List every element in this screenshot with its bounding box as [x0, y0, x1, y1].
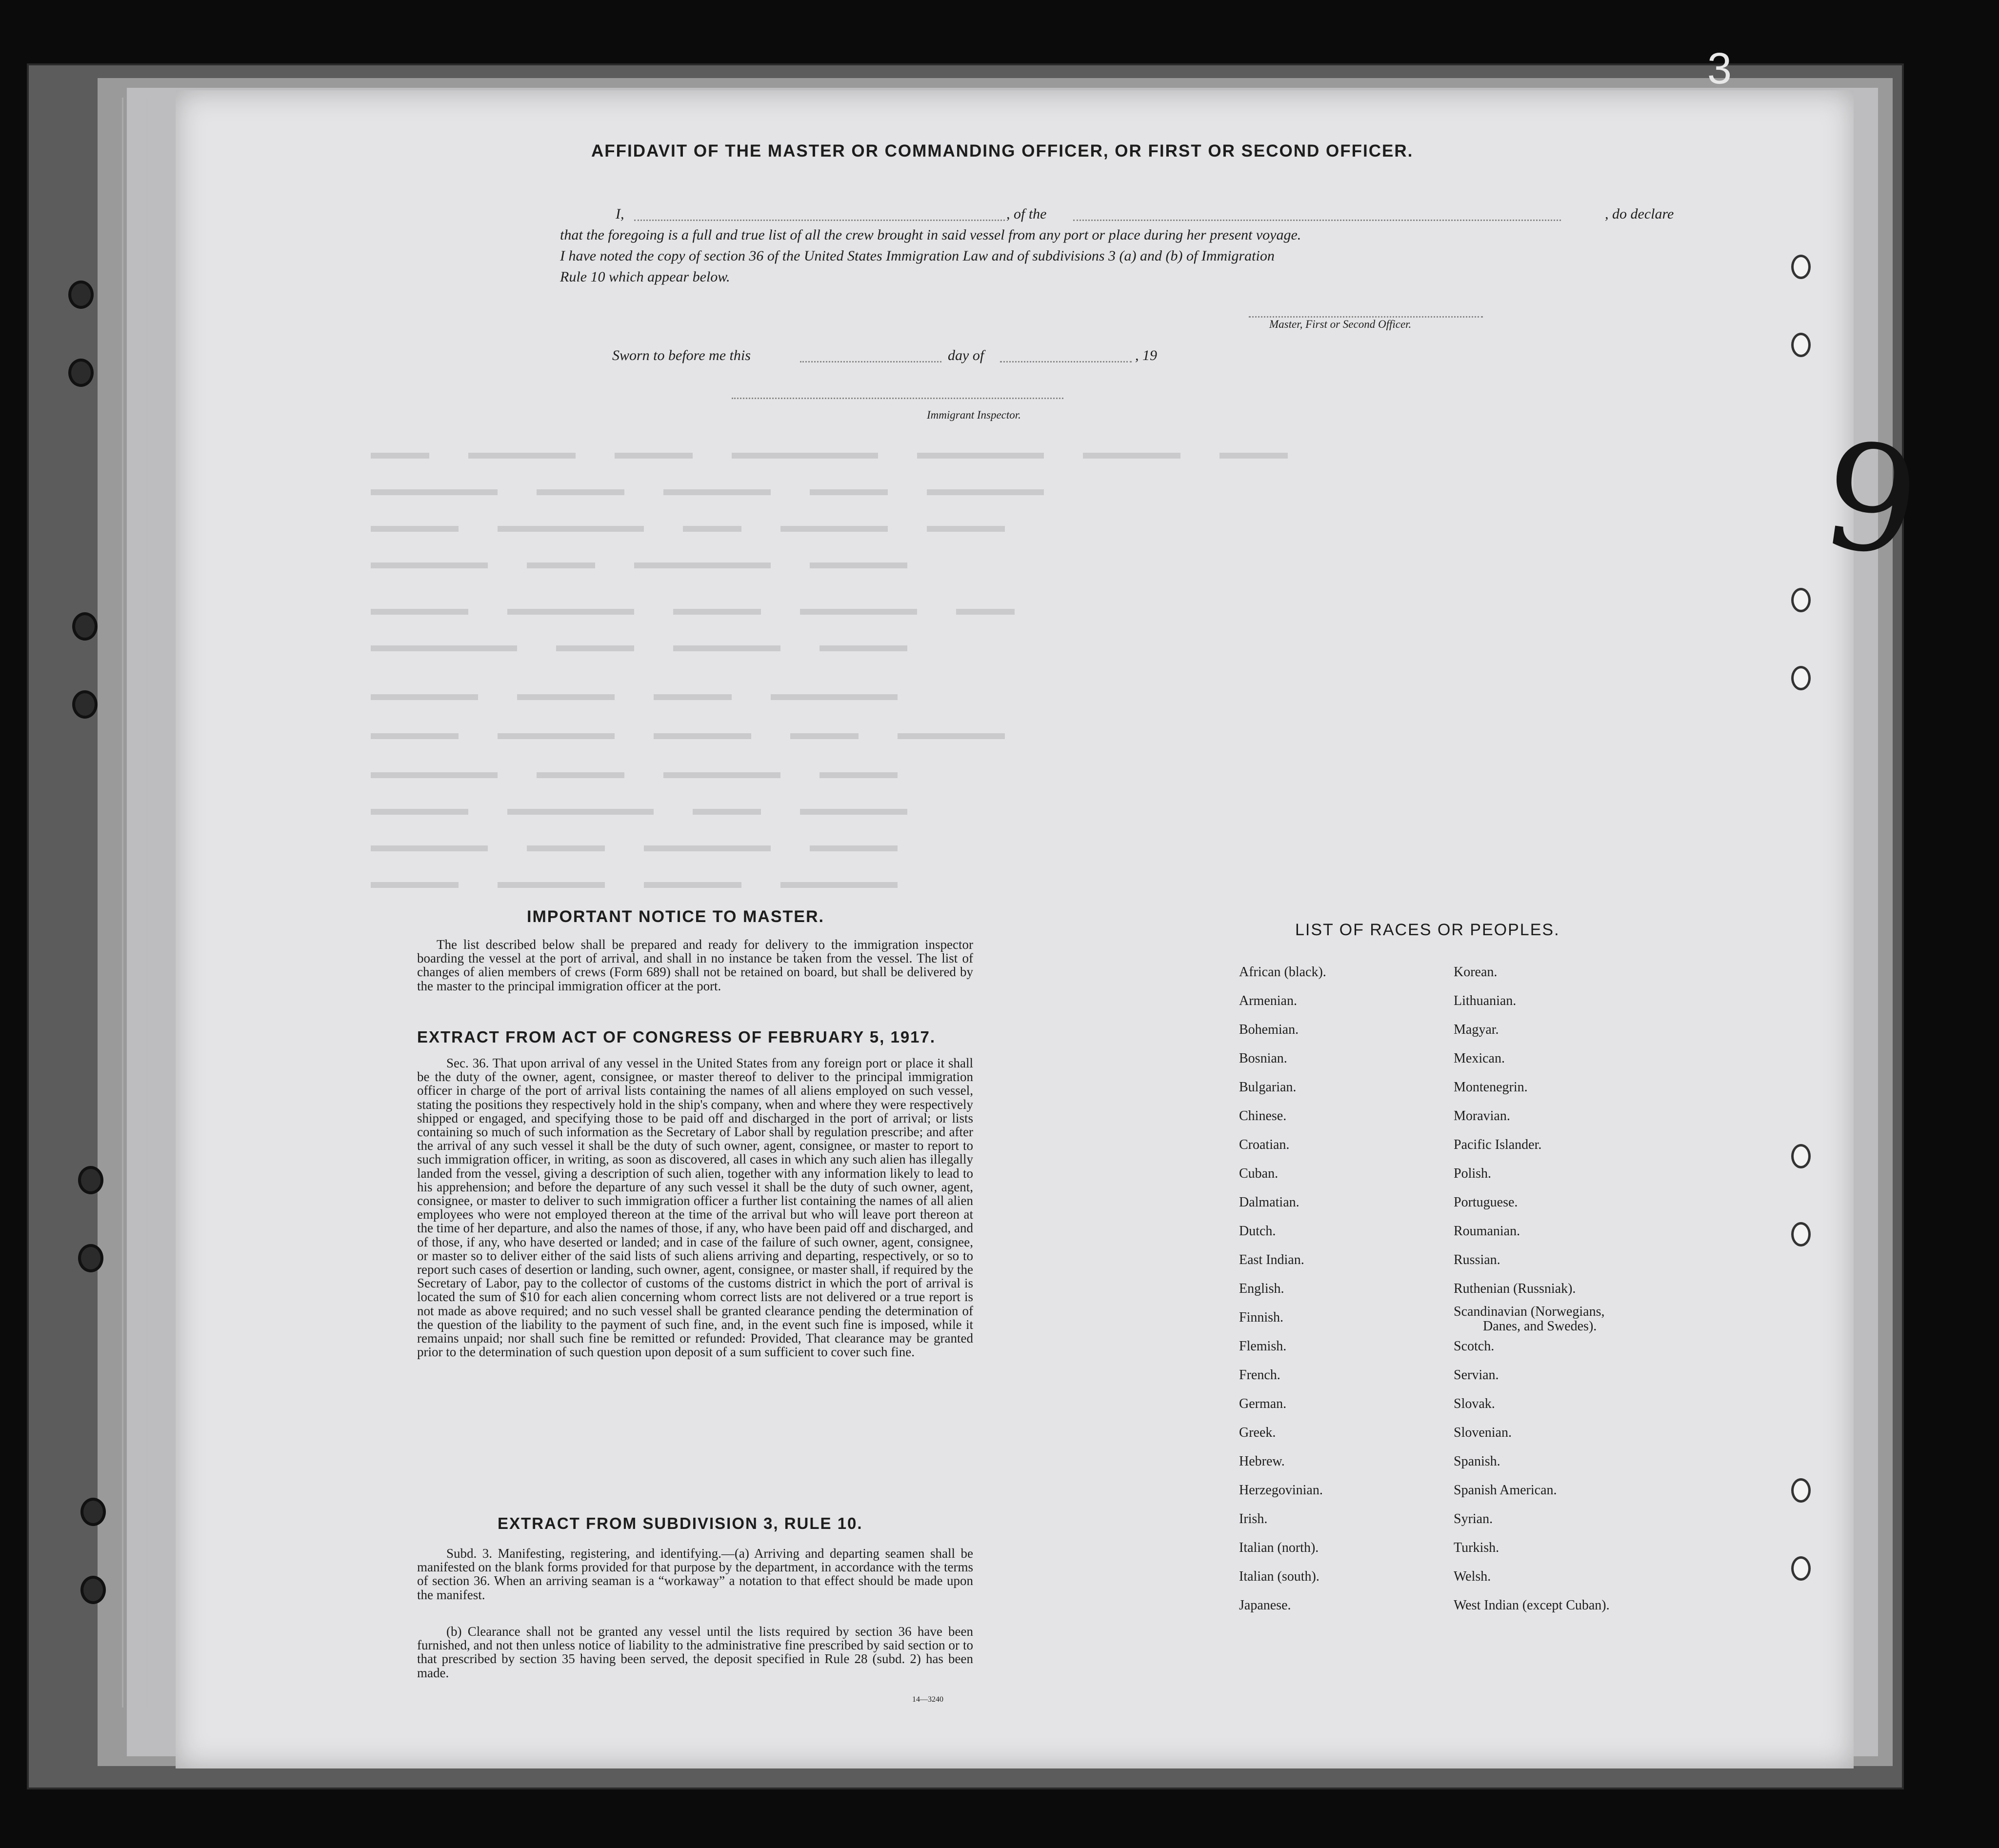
race-item: French. [1239, 1367, 1280, 1383]
race-item: Hebrew. [1239, 1454, 1285, 1469]
punch-hole-icon [1791, 666, 1811, 690]
race-item: Slovak. [1454, 1396, 1495, 1411]
bleed-through-row [371, 451, 1785, 460]
affidavit-title: AFFIDAVIT OF THE MASTER OR COMMANDING OFFICER, OR FIRST OR SECOND OFFICER. [591, 141, 1414, 161]
punch-hole-icon [1791, 588, 1811, 612]
race-item: Japanese. [1239, 1598, 1291, 1613]
race-item: Herzegovinian. [1239, 1483, 1323, 1498]
race-item: Magyar. [1454, 1022, 1499, 1037]
race-item: Flemish. [1239, 1339, 1287, 1354]
binding-hole-icon [68, 281, 94, 309]
punch-hole-icon [1791, 1144, 1811, 1168]
bleed-through-row [371, 644, 1785, 653]
race-item: Chinese. [1239, 1108, 1287, 1124]
bleed-through-row [371, 524, 1785, 533]
race-item: Servian. [1454, 1367, 1499, 1383]
race-item: Korean. [1454, 964, 1498, 980]
race-item: Pacific Islander. [1454, 1137, 1542, 1152]
ruled-line [146, 98, 148, 1707]
race-item: Scandinavian (Norwegians, [1454, 1304, 1605, 1319]
race-item: Portuguese. [1454, 1195, 1518, 1210]
race-item: English. [1239, 1281, 1284, 1296]
race-item: Croatian. [1239, 1137, 1290, 1152]
sworn-month-blank [1000, 361, 1132, 362]
front-page [176, 90, 1854, 1768]
race-item: Slovenian. [1454, 1425, 1512, 1440]
race-item: Spanish. [1454, 1454, 1500, 1469]
race-item: Cuban. [1239, 1166, 1279, 1181]
bleed-through-row [371, 693, 1785, 702]
binding-hole-icon [72, 690, 98, 719]
binding-hole-icon [78, 1244, 103, 1272]
punch-hole-icon [1791, 1556, 1811, 1581]
race-item: Welsh. [1454, 1569, 1491, 1584]
affidavit-line-1: that the foregoing is a full and true list of all the crew brought in said vessel from any port or place during her present voyage. [560, 227, 1301, 243]
punch-hole-icon [1791, 1478, 1811, 1503]
binding-hole-icon [80, 1498, 106, 1526]
race-item: Armenian. [1239, 993, 1297, 1008]
race-item: Bosnian. [1239, 1051, 1287, 1066]
bleed-through-row [371, 561, 1785, 570]
ruled-line [122, 98, 123, 1707]
binding-hole-icon [72, 612, 98, 641]
race-item: West Indian (except Cuban). [1454, 1598, 1610, 1613]
race-item: Scotch. [1454, 1339, 1495, 1354]
race-item: Polish. [1454, 1166, 1492, 1181]
race-item: Bulgarian. [1239, 1080, 1297, 1095]
binding-hole-icon [80, 1576, 106, 1604]
rule-extract-title: EXTRACT FROM SUBDIVISION 3, RULE 10. [498, 1514, 863, 1532]
race-item: Bohemian. [1239, 1022, 1299, 1037]
bleed-through-row [371, 771, 1785, 780]
rule-extract-para-b: (b) Clearance shall not be granted any vessel until the lists required by section 36 have been furnished, and not then unless notice of liability to the administrative fine prescribed by said section or to that prescribed by section 35 having been served, the deposit specified in Rule 28 (subd. 2) has been made. [417, 1624, 973, 1680]
sworn-day-of-label: day of [948, 347, 984, 363]
race-item: Spanish American. [1454, 1483, 1557, 1498]
notice-body: The list described below shall be prepared and ready for delivery to the immigration inspector boarding the vessel at the port of arrival, and shall in no instance be taken from the vessel. The list of changes of alien members of crews (Form 689) shall not be retained on board, but shall be delivered by the master to the principal immigration officer at the port. [417, 937, 973, 993]
race-item: Finnish. [1239, 1310, 1284, 1325]
master-signature-blank [1249, 316, 1483, 318]
race-item: Roumanian. [1454, 1224, 1520, 1239]
bleed-through-row [371, 844, 1785, 853]
rule-extract-para-a: Subd. 3. Manifesting, registering, and identifying.—(a) Arriving and departing seamen shall be manifested on the blank forms provided for that purpose by the department, in accordance with the terms of section 36. When an arriving seaman is a “workaway” a notation to that effect should be made upon the manifest. [417, 1546, 973, 1602]
punch-hole-icon [1791, 1222, 1811, 1246]
race-item: Ruthenian (Russniak). [1454, 1281, 1576, 1296]
races-title: LIST OF RACES OR PEOPLES. [1295, 921, 1560, 939]
race-item: East Indian. [1239, 1252, 1304, 1267]
race-item: Mexican. [1454, 1051, 1505, 1066]
inspector-label: Immigrant Inspector. [927, 409, 1021, 421]
bleed-through-row [371, 732, 1785, 741]
punch-hole-icon [1791, 255, 1811, 279]
bleed-through-row [371, 881, 1785, 889]
race-item: Irish. [1239, 1511, 1268, 1527]
binding-hole-icon [68, 359, 94, 387]
sworn-day-blank [800, 361, 941, 362]
master-signature-label: Master, First or Second Officer. [1269, 318, 1412, 330]
sworn-year-label: , 19 [1135, 347, 1157, 363]
vessel-blank [1073, 220, 1561, 221]
name-blank [634, 220, 1005, 221]
affidavit-line-3: Rule 10 which appear below. [560, 269, 730, 285]
bleed-through-row [371, 607, 1785, 616]
race-item: African (black). [1239, 964, 1326, 980]
binding-hole-icon [78, 1166, 103, 1194]
race-item: Moravian. [1454, 1108, 1510, 1124]
race-item: Lithuanian. [1454, 993, 1517, 1008]
race-item: Italian (north). [1239, 1540, 1319, 1555]
race-item: Dalmatian. [1239, 1195, 1299, 1210]
page-corner-number: 3 [1707, 44, 1732, 93]
affidavit-line-2: I have noted the copy of section 36 of the United States Immigration Law and of subdivisions 3 (a) and (b) of Immigration [560, 248, 1275, 264]
punch-hole-icon [1791, 333, 1811, 357]
act-extract-body: Sec. 36. That upon arrival of any vessel in the United States from any foreign port or place it shall be the duty of the owner, agent, consignee, or master thereof to deliver to the principal immigration officer in charge of the port of arrival lists containing the names of all aliens employed on such vessel, stating the positions they respectively hold in the ship's company, when and where they were respectively shipped or engaged, and specifying those to be paid off and discharged in the port of arrival; or lists containing so much of such information as the Secretary of Labor shall by regulation prescribe; and after the arrival of any such vessel it shall be the duty of such owner, agent, consignee, or master to report to such immigration officer, in writing, as soon as discovered, all cases in which any such alien has illegally landed from the vessel, giving a description of such alien, together with any information likely to lead to his apprehension; and before the departure of any such vessel it shall be the duty of such owner, agent, consignee, or master to deliver to such immigration officer a further list containing the names of all alien employees who were not employed thereon at the time of the arrival but who will leave port thereon at the time of her departure, and also the names of those, if any, who have been paid off and discharged, and of those, if any, who have deserted or landed; and in case of the failure of such owner, agent, consignee, or master so to deliver either of the said lists of such aliens arriving and departing, respectively, or so to report such cases of desertion or landing, such owner, agent, consignee, or master shall, if required by the Secretary of Labor, pay to the collector of customs of the customs district in which the port of arrival is located the sum of $10 for each alien concerning whom correct lists are not delivered or a true report is not made as above required; and no such vessel shall be granted clearance pending the determination of the question of the liability to the payment of such fine, and, in the event such fine is imposed, while it remains unpaid; nor shall such fine be remitted or refunded: Provided, That clearance may be granted prior to the determination of such question upon deposit of a sum sufficient to cover such fine. [417, 1056, 973, 1360]
act-extract-title: EXTRACT FROM ACT OF CONGRESS OF FEBRUARY 5, 1917. [417, 1028, 936, 1046]
inspector-signature-blank [732, 398, 1063, 399]
bleed-through-row [371, 488, 1785, 497]
race-item: Montenegrin. [1454, 1080, 1528, 1095]
affidavit-of-the-label: , of the [1006, 206, 1047, 222]
race-item: Greek. [1239, 1425, 1276, 1440]
bleed-through-row [371, 807, 1785, 816]
race-item: Dutch. [1239, 1224, 1276, 1239]
race-item-continuation: Danes, and Swedes). [1483, 1319, 1597, 1334]
race-item: Syrian. [1454, 1511, 1493, 1527]
race-item: German. [1239, 1396, 1287, 1411]
form-number: 14—3240 [912, 1695, 943, 1704]
notice-title: IMPORTANT NOTICE TO MASTER. [527, 907, 824, 926]
race-item: Turkish. [1454, 1540, 1499, 1555]
affidavit-i-label: I, [616, 206, 624, 222]
race-item: Russian. [1454, 1252, 1500, 1267]
race-item: Italian (south). [1239, 1569, 1319, 1584]
affidavit-do-declare: , do declare [1605, 206, 1674, 222]
handwritten-mark: 9 [1813, 409, 1929, 591]
sworn-label: Sworn to before me this [612, 347, 751, 363]
